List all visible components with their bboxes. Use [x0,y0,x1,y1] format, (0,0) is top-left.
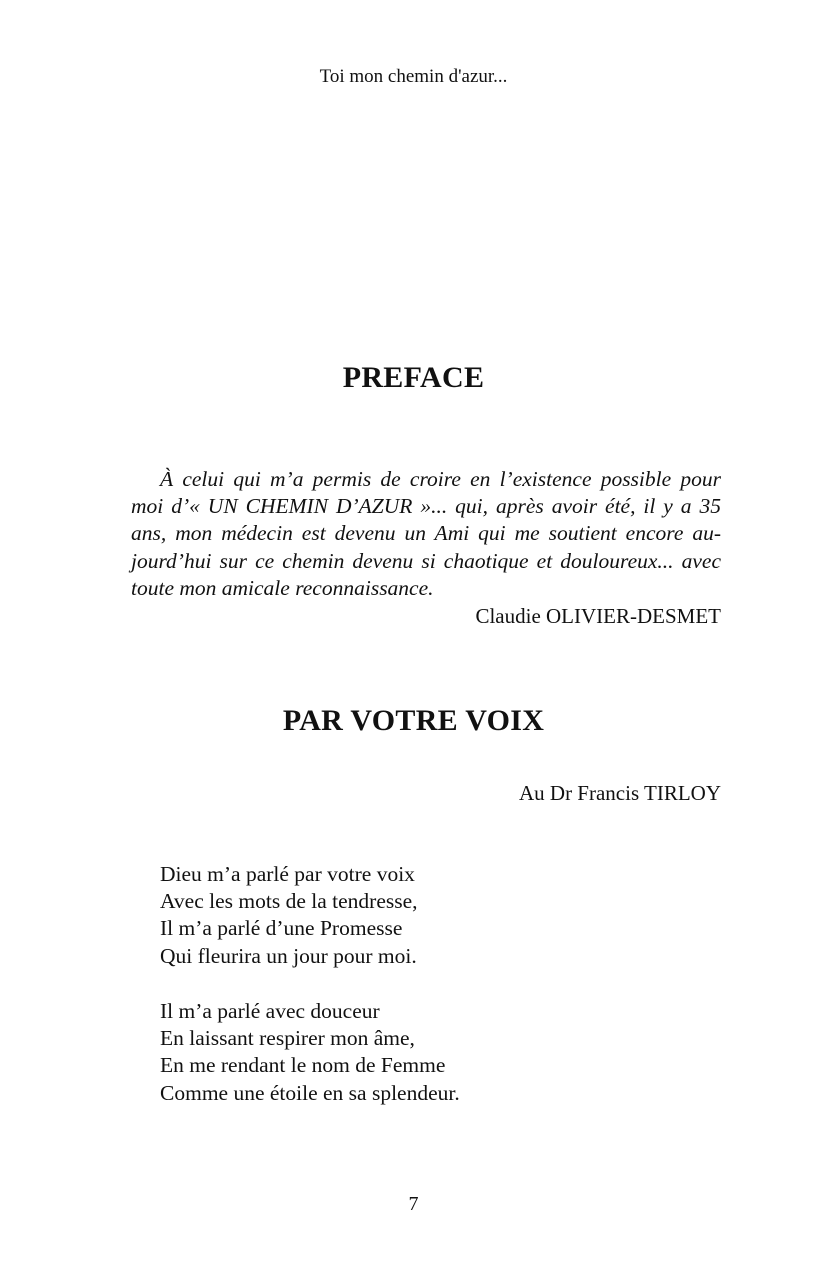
preface-signature: Claudie OLIVIER-DESMET [475,604,721,628]
poem-verse: Avec les mots de la tendresse, [160,889,418,914]
preface-line: ans, mon médecin est devenu un Ami qui me soutient encore au- [131,521,721,546]
poem-verse: Il m’a parlé avec douceur [160,999,380,1023]
preface-line: moi d’« UN CHEMIN D’AZUR »... qui, après avoir été, il y a 35 [131,494,721,519]
page-number: 7 [408,1193,419,1215]
preface-paragraph [131,466,721,602]
preface-line: À celui qui m’a permis de croire en l’existence possible pour [160,467,721,491]
preface-line: jourd’hui sur ce chemin devenu si chaotique et douloureux... avec [131,548,721,573]
poem-verse: Comme une étoile en sa splendeur. [160,1080,460,1105]
poem-title: PAR VOTRE VOIX [282,704,545,737]
poem-dedication: Au Dr Francis TIRLOY [518,781,721,805]
running-header: Toi mon chemin d'azur... [319,66,508,87]
preface-line: toute mon amicale reconnaissance. [131,575,434,600]
poem-verse: En laissant respirer mon âme, [160,1026,415,1051]
poem-stanza [160,861,418,970]
poem-stanza [160,998,460,1107]
poem-verse: Qui fleurira un jour pour moi. [160,943,417,968]
poem-verse: Dieu m’a parlé par votre voix [160,862,415,886]
poem-verse: Il m’a parlé d’une Promesse [160,916,403,941]
preface-title: PREFACE [342,361,485,394]
poem-verse: En me rendant le nom de Femme [160,1053,446,1078]
